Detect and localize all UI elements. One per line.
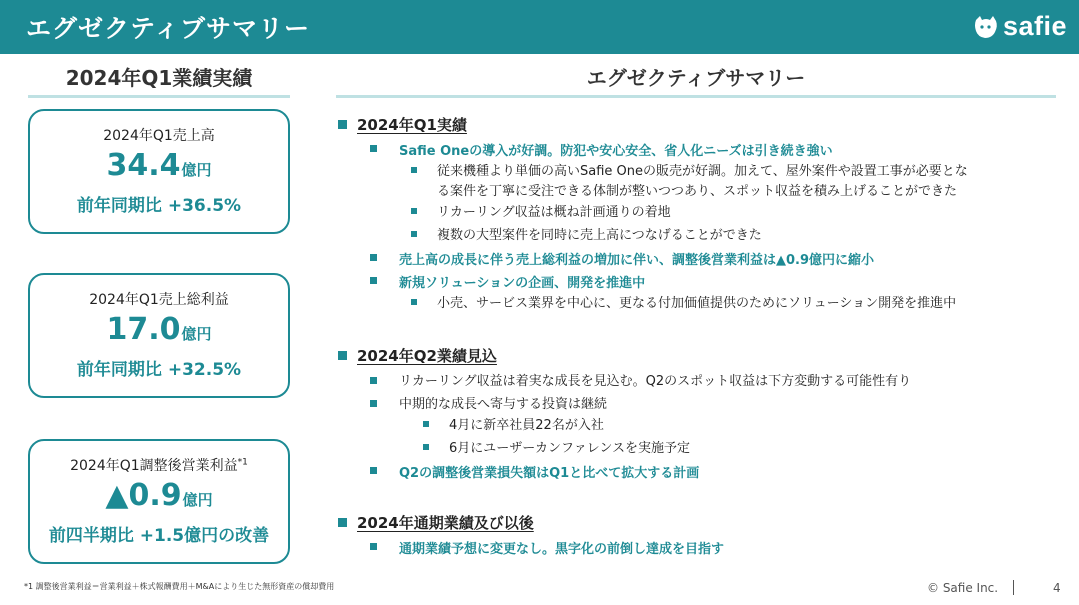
square-bullet-icon xyxy=(411,299,417,305)
square-bullet-icon xyxy=(370,400,377,407)
highlight-item: Q2の調整後営業損失額はQ1と比べて拡大する計画 xyxy=(370,462,699,481)
page-number: 4 xyxy=(1053,581,1061,595)
kpi-value: 34.4億円 xyxy=(106,148,212,183)
kpi-label: 2024年Q1調整後営業利益$^{*1}$ xyxy=(70,457,248,474)
left-divider xyxy=(28,95,290,98)
square-bullet-icon xyxy=(411,167,417,173)
footnote: *1 調整後営業利益＝営業利益＋株式報酬費用＋M&Aにより生じた無形資産の償却費用 xyxy=(24,582,335,591)
square-bullet-icon xyxy=(423,421,429,427)
kpi-yoy: 前年同期比 +32.5% xyxy=(76,360,242,380)
sub-item xyxy=(411,162,968,202)
square-bullet-icon xyxy=(370,467,377,474)
sub-item: 6月にユーザーカンファレンスを実施予定 xyxy=(423,439,690,458)
square-bullet-icon xyxy=(370,543,377,550)
square-bullet-icon xyxy=(338,351,347,360)
safie-logo xyxy=(973,11,1067,42)
right-divider xyxy=(336,95,1056,98)
kpi-value: ▲0.9億円 xyxy=(105,478,213,513)
kpi-card-revenue xyxy=(28,109,290,234)
left-heading: 2024年Q1業績実績 xyxy=(65,66,253,90)
square-bullet-icon xyxy=(411,231,417,237)
kpi-card-adjusted-operating-income xyxy=(28,439,290,564)
copyright: © Safie Inc. xyxy=(927,581,999,595)
sub-item: 複数の大型案件を同時に売上高につなげることができた xyxy=(411,226,762,245)
sub-item-line: 従来機種より単価の高いSafie Oneの販売が好調。加えて、屋外案件や設置工事が必要とな xyxy=(437,164,968,179)
square-bullet-icon xyxy=(370,277,377,284)
section-q2-outlook-title: 2024年Q2業績見込 xyxy=(338,345,497,366)
header-bar xyxy=(0,0,1079,54)
kpi-label: 2024年Q1売上総利益 xyxy=(89,292,229,308)
sub-item: 4月に新卒社員22名が入社 xyxy=(423,416,604,435)
section-q1-results-title: 2024年Q1実績 xyxy=(338,114,467,135)
section-full-year-title: 2024年通期業績及び以後 xyxy=(338,512,534,533)
kpi-card-gross-profit xyxy=(28,273,290,398)
safie-cat-icon xyxy=(973,14,999,40)
highlight-item: 新規ソリューションの企画、開発を推進中 xyxy=(370,272,645,291)
footer-divider xyxy=(1013,580,1014,595)
kpi-qoq: 前四半期比 +1.5億円の改善 xyxy=(48,526,270,546)
sub-item: 小売、サービス業界を中心に、更なる付加価値提供のためにソリューション開発を推進中 xyxy=(411,294,956,313)
square-bullet-icon xyxy=(370,145,377,152)
square-bullet-icon xyxy=(411,208,417,214)
kpi-label: 2024年Q1売上高 xyxy=(103,128,215,144)
logo-text: safie xyxy=(1002,11,1067,41)
page-title: エグゼクティブサマリー xyxy=(26,14,311,43)
highlight-item: Safie Oneの導入が好調。防犯や安心安全、省人化ニーズは引き続き強い xyxy=(370,140,833,159)
square-bullet-icon xyxy=(338,120,347,129)
kpi-yoy: 前年同期比 +36.5% xyxy=(76,196,242,216)
sub-item-line: る案件を丁寧に受注できる体制が整いつつあり、スポット収益を積み上げることができた xyxy=(437,184,958,199)
footnote-marker: *1 xyxy=(237,457,248,468)
highlight-item: 通期業績予想に変更なし。黒字化の前倒し達成を目指す xyxy=(370,538,724,557)
square-bullet-icon xyxy=(370,254,377,261)
sub-item: リカーリング収益は概ね計画通りの着地 xyxy=(411,203,671,222)
highlight-item: 売上高の成長に伴う売上総利益の増加に伴い、調整後営業利益は▲0.9億円に縮小 xyxy=(370,249,874,268)
kpi-value: 17.0億円 xyxy=(106,312,212,347)
square-bullet-icon xyxy=(370,377,377,384)
list-item: 中期的な成長へ寄与する投資は継続 xyxy=(370,395,607,414)
list-item: リカーリング収益は着実な成長を見込む。Q2のスポット収益は下方変動する可能性有り xyxy=(370,372,911,391)
square-bullet-icon xyxy=(423,444,429,450)
right-heading: エグゼクティブサマリー xyxy=(586,66,806,90)
square-bullet-icon xyxy=(338,518,347,527)
